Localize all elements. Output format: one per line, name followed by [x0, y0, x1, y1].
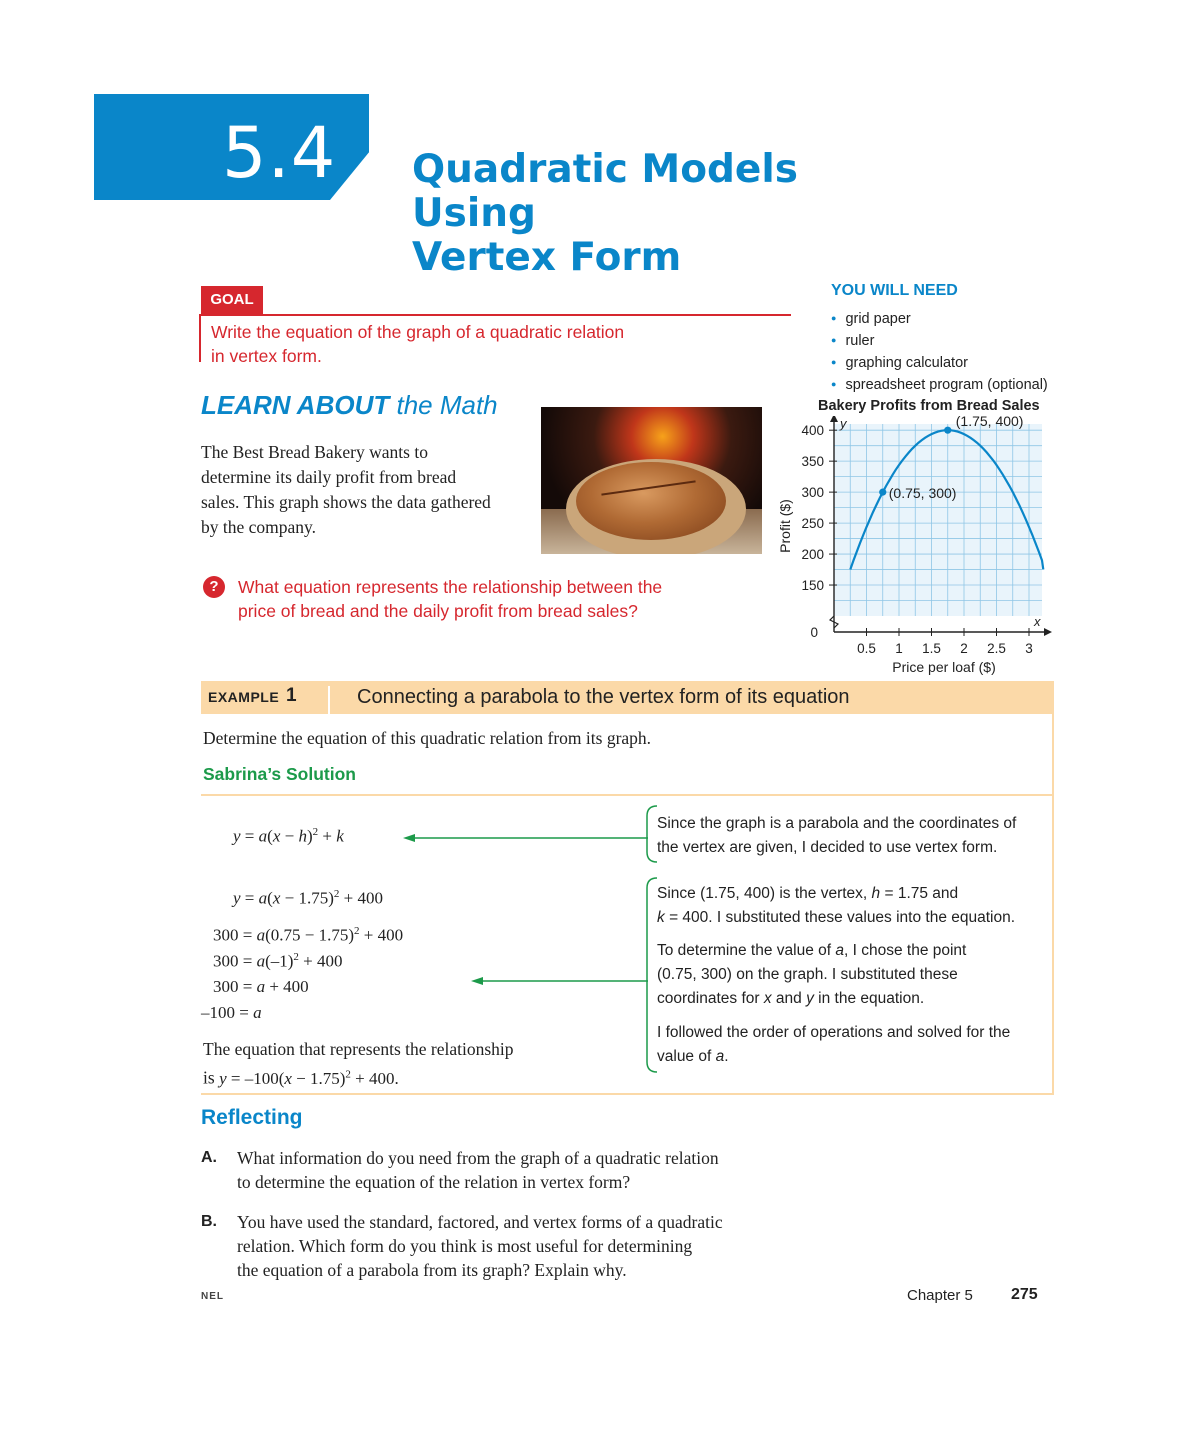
note-line — [657, 906, 1015, 930]
note-line: (0.75, 300) on the graph. I substituted these — [657, 966, 958, 983]
note-var: x — [763, 990, 772, 1007]
you-will-need-title: YOU WILL NEED — [831, 282, 958, 299]
note-var: h — [871, 885, 881, 902]
y-tick-label: 350 — [801, 454, 824, 470]
math-step-2: $300 = a(0.75 - 1.75)^2 + 400$ — [213, 925, 404, 945]
note-text: To determine the value of — [657, 942, 832, 959]
y-axis-letter: y — [840, 416, 847, 431]
math-step-1: $y = a(x - 1.75)^2 + 400$ — [233, 888, 383, 908]
y-tick-label: 400 — [801, 423, 824, 439]
learn-about-title-bold: LEARN ABOUT — [201, 390, 390, 420]
intro-paragraph — [201, 440, 531, 540]
reflect-line: relation. Which form do you think is most useful for determining — [237, 1236, 693, 1256]
note-line: value of a. — [657, 1048, 729, 1065]
goal-text — [211, 320, 711, 368]
example-title: Connecting a parabola to the vertex form of its equation — [357, 686, 850, 708]
note-vertex-form — [657, 812, 1016, 860]
key-question-line1: What equation represents the relationship between the — [238, 577, 663, 597]
example-task: Determine the equation of this quadratic relation from its graph. — [203, 728, 652, 748]
reflect-letter: A. — [201, 1149, 217, 1166]
example-label: EXAMPLE — [208, 689, 280, 705]
profit-chart — [770, 416, 1060, 681]
y-origin-label: 0 — [810, 625, 818, 640]
math-step-5: –100 = a — [201, 1003, 262, 1022]
section-number: 5.4 — [222, 112, 337, 194]
solution-divider — [201, 794, 1054, 796]
intro-line: determine its daily profit from bread — [201, 467, 457, 487]
reflecting-title: Reflecting — [201, 1106, 303, 1129]
data-point-label: (0.75, 300) — [888, 485, 957, 502]
note-solve — [657, 1021, 1010, 1069]
goal-label: GOAL — [201, 286, 263, 314]
page-number: 275 — [1011, 1286, 1038, 1303]
note-line: the vertex are given, I decided to use vertex form. — [657, 839, 998, 856]
you-will-need-list — [831, 308, 1048, 396]
note-text: = 400. I substituted these values into the equation. — [669, 909, 1016, 926]
x-tick-label: 2.5 — [987, 641, 1006, 656]
note-var: k — [657, 909, 665, 926]
note-text: value of — [657, 1048, 712, 1065]
reflect-question-b — [237, 1210, 797, 1282]
learn-about-title-rest: the Math — [389, 390, 498, 420]
x-tick-label: 0.5 — [857, 641, 876, 656]
y-tick-label: 150 — [801, 578, 824, 594]
y-tick-label: 200 — [801, 547, 824, 563]
list-item: ● grid paper — [831, 308, 1048, 330]
note-var: a — [715, 1048, 725, 1065]
intro-line: by the company. — [201, 517, 317, 537]
chart-title: Bakery Profits from Bread Sales — [818, 398, 1040, 414]
note-line: Since the graph is a parabola and the coordinates of — [657, 815, 1017, 832]
example-header-divider — [328, 686, 330, 714]
intro-line: sales. This graph shows the data gathered — [201, 492, 491, 512]
note-line — [657, 939, 966, 963]
intro-line: The Best Bread Bakery wants to — [201, 442, 428, 462]
note-brace — [647, 806, 657, 862]
reflect-line: You have used the standard, factored, and vertex forms of a quadratic — [237, 1212, 723, 1232]
data-point-label: (1.75, 400) — [955, 416, 1024, 430]
reflect-line: to determine the equation of the relation in vertex form? — [237, 1172, 631, 1192]
goal-divider — [201, 314, 791, 316]
reflect-line: the equation of a parabola from its graph? Explain why. — [237, 1260, 627, 1280]
note-text: , I chose the point — [844, 942, 967, 959]
footer-chapter: Chapter 5 — [907, 1287, 973, 1304]
y-axis-label: Profit ($) — [777, 499, 793, 553]
x-axis-letter: x — [1034, 614, 1041, 629]
conclusion-line1: The equation that represents the relationship — [203, 1039, 514, 1059]
note-line: I followed the order of operations and solved for the — [657, 1024, 1011, 1041]
note-text: = 1.75 and — [884, 885, 959, 902]
question-icon: ? — [203, 576, 225, 598]
note-line — [657, 987, 966, 1011]
section-title-line2: Vertex Form — [412, 235, 682, 280]
data-point — [879, 489, 886, 496]
annotation-arrows — [395, 800, 665, 1080]
bread-photo — [541, 407, 762, 554]
goal-text-line1: Write the equation of the graph of a quadratic relation — [211, 322, 625, 342]
learn-about-title — [201, 390, 498, 421]
x-axis-arrow — [1044, 628, 1052, 636]
note-brace — [647, 878, 657, 1072]
x-axis-label: Price per loaf ($) — [892, 659, 996, 675]
note-find-a — [657, 939, 966, 1011]
key-question-line2: price of bread and the daily profit from bread sales? — [238, 601, 638, 621]
example-number: 1 — [286, 685, 297, 706]
data-point — [944, 427, 951, 434]
x-tick-label: 3 — [1025, 641, 1033, 656]
note-line — [657, 882, 1015, 906]
x-tick-label: 1.5 — [922, 641, 941, 656]
math-step-3: $300 = a(-1)^2 + 400$ — [213, 951, 343, 971]
section-title-line1: Quadratic Models Using — [412, 147, 798, 236]
x-tick-label: 1 — [895, 641, 903, 656]
note-text: coordinates for — [657, 990, 760, 1007]
reflect-letter: B. — [201, 1213, 217, 1230]
note-substitute-vertex — [657, 882, 1015, 930]
x-tick-label: 2 — [960, 641, 968, 656]
note-var: a — [835, 942, 844, 959]
arrow-head — [403, 834, 415, 842]
note-text: and — [775, 990, 802, 1007]
note-text: in the equation. — [818, 990, 925, 1007]
vertex-form-equation: $y = a(x - h)^2 + k$ — [233, 826, 344, 846]
solution-title: Sabrina’s Solution — [203, 764, 356, 784]
goal-text-line2: in vertex form. — [211, 346, 322, 366]
list-item: ● ruler — [831, 330, 1048, 352]
conclusion-prefix: is — [203, 1067, 215, 1088]
reflect-question-a — [237, 1146, 797, 1194]
note-text: Since (1.75, 400) is the vertex, — [657, 885, 868, 902]
key-question — [238, 575, 738, 623]
list-item: ● graphing calculator — [831, 352, 1048, 374]
arrow-head — [471, 977, 483, 985]
photo-loaf — [576, 462, 726, 540]
note-var: y — [806, 990, 814, 1007]
section-title — [412, 148, 932, 280]
y-tick-label: 300 — [801, 485, 824, 501]
plot-background — [834, 424, 1042, 616]
final-equation: $y = -100(x - 1.75)^2 + 400$. — [219, 1068, 399, 1088]
y-tick-label: 250 — [801, 516, 824, 532]
goal-side-bar — [199, 314, 201, 362]
reflect-line: What information do you need from the graph of a quadratic relation — [237, 1148, 719, 1168]
y-axis-arrow — [830, 416, 838, 422]
math-step-4: 300 = a + 400 — [213, 977, 309, 996]
footer-publisher: NEL — [201, 1291, 224, 1302]
list-item: ● spreadsheet program (optional) — [831, 374, 1048, 396]
